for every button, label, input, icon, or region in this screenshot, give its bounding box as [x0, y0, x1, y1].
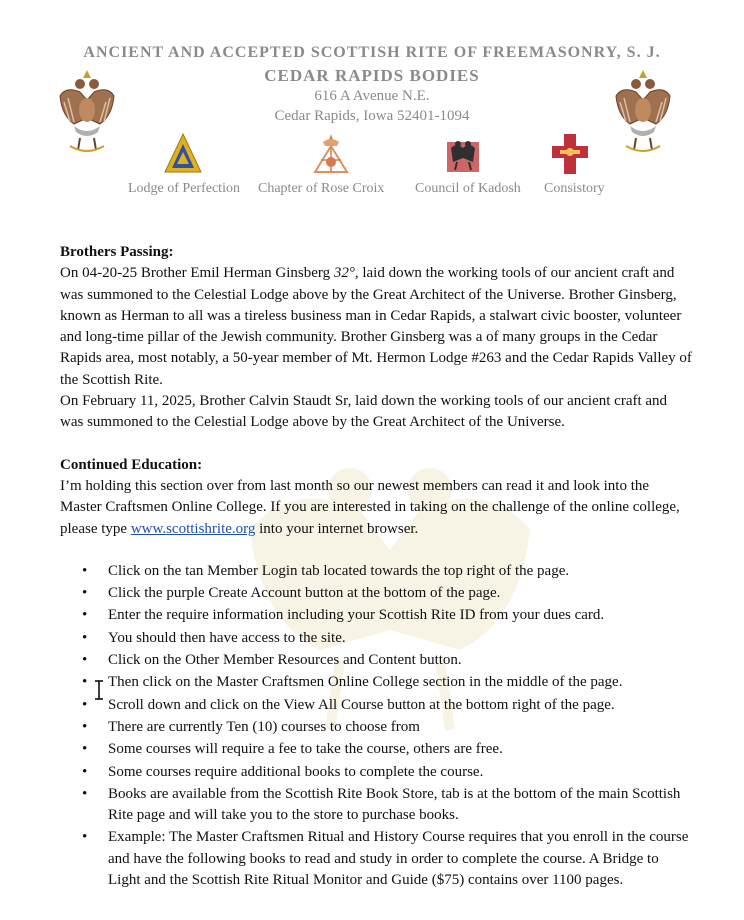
brothers-passing-paragraph-2: On February 11, 2025, Brother Calvin Staudt Sr, laid down the working tools of our ancient craft and was summoned to the Celestial Lodge above by the Great Architect of the Universe.: [60, 393, 668, 431]
rose-croix-emblem-icon: [311, 132, 351, 176]
address-line-2: Cedar Rapids, Iowa 52401-1094: [274, 108, 470, 124]
degree-text: 32°: [333, 265, 355, 282]
list-item: • Click on the Other Member Resources and Content button.: [60, 650, 692, 671]
kadosh-eagle-icon: [443, 132, 483, 176]
brothers-passing-heading: Brothers Passing:: [60, 244, 174, 260]
list-item: • There are currently Ten (10) courses to choose from: [60, 717, 692, 738]
list-item: • You should then have access to the site.: [60, 628, 692, 649]
address-line-1: 616 A Avenue N.E.: [314, 88, 430, 104]
body-label-lodge-of-perfection: Lodge of Perfection: [128, 181, 240, 196]
continued-education-heading: Continued Education:: [60, 456, 203, 473]
body-label-consistory: Consistory: [544, 181, 605, 196]
list-item: • Some courses require additional books to complete the course.: [60, 762, 692, 783]
paragraph-text: On 04-20-25 Brother Emil Herman Ginsberg: [60, 265, 334, 282]
scottishrite-link[interactable]: www.scottishrite.org: [130, 520, 256, 537]
paragraph-text: , laid down the working tools of our ancient craft and was summoned to the Celestial Lodge above by the Great Architect of the Universe. Brother Ginsberg, known as Herman to all was a tireless business man in Cedar Rapids, a stalwart civic booster, volunteer and long-time pillar of the Jewish community. Brother Ginsberg was a of many groups in the Cedar Rapids area, most notably, a 50-year member of Mt. Hermon Lodge #263 and the Cedar Rapids Valley of the Scottish Rite.: [60, 265, 692, 388]
list-item: • Enter the require information including your Scottish Rite ID from your dues card.: [60, 605, 692, 626]
organization-title: ANCIENT AND ACCEPTED SCOTTISH RITE OF FREEMASONRY, S. J.: [83, 44, 661, 61]
list-item: • Example: The Master Craftsmen Ritual and History Course requires that you enroll in the course and have the following books to read and study in order to complete the course. A Bridge to Light and the Scottish Rite Ritual Monitor and Guide ($75) contains over 1100 pages.: [60, 827, 692, 891]
instructions-list: [60, 561, 692, 891]
list-item: • Some courses will require a fee to take the course, others are free.: [60, 739, 692, 760]
bodies-title: CEDAR RAPIDS BODIES: [264, 66, 480, 85]
paragraph-text: into your internet browser.: [255, 520, 419, 537]
paragraph-text: I’m holding this section over from last month so our newest members can read it and look into the Master Craftsmen Online College. If you are interested in taking on the challenge of the online college, please type: [60, 477, 680, 537]
newsletter-body: [60, 242, 692, 892]
list-item: • Then click on the Master Craftsmen Online College section in the middle of the page.: [60, 672, 692, 693]
body-label-council-of-kadosh: Council of Kadosh: [415, 181, 521, 196]
list-item: • Click the purple Create Account button at the bottom of the page.: [60, 583, 692, 604]
triangle-emblem-icon: [163, 132, 203, 176]
consistory-cross-icon: [550, 132, 590, 176]
list-item: • Books are available from the Scottish Rite Book Store, tab is at the bottom of the main Scottish Rite page and will take you to the store to purchase books.: [60, 784, 692, 827]
body-label-chapter-of-rose-croix: Chapter of Rose Croix: [258, 181, 385, 196]
list-item: • Click on the tan Member Login tab located towards the top right of the page.: [60, 561, 692, 582]
letterhead: [0, 0, 744, 210]
list-item: • Scroll down and click on the View All Course button at the bottom right of the page.: [60, 695, 692, 716]
continued-education-intro: [60, 476, 692, 540]
brothers-passing-paragraph-1: [60, 263, 692, 391]
text-cursor-icon: [94, 680, 104, 700]
